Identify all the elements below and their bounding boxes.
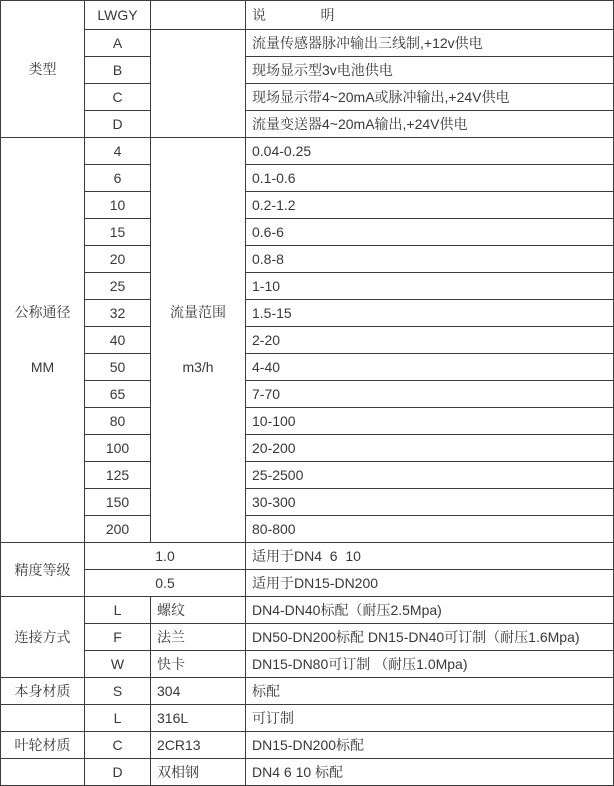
table-row xyxy=(1,516,614,543)
material-name-cell: 316L xyxy=(151,705,246,732)
table-row xyxy=(1,381,614,408)
diameter-section-label xyxy=(1,138,85,543)
flow-range-cell: 30-300 xyxy=(246,489,614,516)
impeller-material-section-label: 叶轮材质 xyxy=(1,732,85,759)
table-row xyxy=(1,705,614,732)
table-row xyxy=(1,192,614,219)
type-code-cell: B xyxy=(85,57,151,84)
flow-range-cell: 1-10 xyxy=(246,273,614,300)
table-row xyxy=(1,759,614,786)
flow-range-label-text: 流量范围 xyxy=(170,304,226,320)
table-row xyxy=(1,111,614,138)
diameter-unit-text: MM xyxy=(30,359,55,375)
type-desc-cell: 现场显示型3v电池供电 xyxy=(246,57,614,84)
flow-range-cell: 0.2-1.2 xyxy=(246,192,614,219)
flow-range-cell: 7-70 xyxy=(246,381,614,408)
table-row xyxy=(1,354,614,381)
type-code-cell: D xyxy=(85,111,151,138)
table-row xyxy=(1,543,614,570)
material-code-cell: S xyxy=(85,678,151,705)
empty-label-cell xyxy=(1,705,85,732)
table-row xyxy=(1,1,614,30)
material-name-cell: 304 xyxy=(151,678,246,705)
body-material-section-label: 本身材质 xyxy=(1,678,85,705)
type-spacer-cell xyxy=(151,30,246,138)
table-row xyxy=(1,462,614,489)
diameter-size-cell: 80 xyxy=(85,408,151,435)
table-row xyxy=(1,732,614,759)
flow-range-cell: 25-2500 xyxy=(246,462,614,489)
diameter-size-cell: 10 xyxy=(85,192,151,219)
table-row xyxy=(1,597,614,624)
accuracy-grade-cell: 1.0 xyxy=(85,543,246,570)
table-row xyxy=(1,246,614,273)
accuracy-section-label: 精度等级 xyxy=(1,543,85,597)
diameter-size-cell: 200 xyxy=(85,516,151,543)
accuracy-desc-cell: 适用于DN15-DN200 xyxy=(246,570,614,597)
table-row xyxy=(1,30,614,57)
type-section-label: 类型 xyxy=(1,1,85,138)
diameter-size-cell: 15 xyxy=(85,219,151,246)
diameter-size-cell: 4 xyxy=(85,138,151,165)
accuracy-desc-cell: 适用于DN4 6 10 xyxy=(246,543,614,570)
connection-code-cell: W xyxy=(85,651,151,678)
table-row xyxy=(1,651,614,678)
flow-range-unit-text: m3/h xyxy=(182,359,214,375)
flow-range-cell: 80-800 xyxy=(246,516,614,543)
accuracy-grade-cell: 0.5 xyxy=(85,570,246,597)
table-row xyxy=(1,138,614,165)
diameter-size-cell: 50 xyxy=(85,354,151,381)
flow-range-cell: 4-40 xyxy=(246,354,614,381)
connection-name-cell: 螺纹 xyxy=(151,597,246,624)
material-desc-cell: 标配 xyxy=(246,678,614,705)
material-desc-cell: 可订制 xyxy=(246,705,614,732)
table-row xyxy=(1,435,614,462)
table-row xyxy=(1,327,614,354)
empty-label-cell xyxy=(1,759,85,786)
type-desc-cell: 流量变送器4~20mA输出,+24V供电 xyxy=(246,111,614,138)
flow-range-cell: 20-200 xyxy=(246,435,614,462)
connection-section-label: 连接方式 xyxy=(1,597,85,678)
diameter-size-cell: 150 xyxy=(85,489,151,516)
material-name-cell: 双相钢 xyxy=(151,759,246,786)
connection-desc-cell: DN4-DN40标配（耐压2.5Mpa) xyxy=(246,597,614,624)
table-row xyxy=(1,624,614,651)
table-row xyxy=(1,300,614,327)
type-desc-cell: 流量传感器脉冲输出三线制,+12v供电 xyxy=(246,30,614,57)
type-code-cell: A xyxy=(85,30,151,57)
table-row xyxy=(1,489,614,516)
table-row xyxy=(1,57,614,84)
table-row xyxy=(1,165,614,192)
table-row xyxy=(1,84,614,111)
table-row xyxy=(1,273,614,300)
type-desc-cell: 现场显示带4~20mA或脉冲输出,+24V供电 xyxy=(246,84,614,111)
material-code-cell: D xyxy=(85,759,151,786)
flow-range-cell: 0.1-0.6 xyxy=(246,165,614,192)
diameter-size-cell: 25 xyxy=(85,273,151,300)
connection-name-cell: 法兰 xyxy=(151,624,246,651)
connection-code-cell: L xyxy=(85,597,151,624)
diameter-size-cell: 20 xyxy=(85,246,151,273)
diameter-size-cell: 65 xyxy=(85,381,151,408)
flow-range-cell: 10-100 xyxy=(246,408,614,435)
header-spacer-cell xyxy=(151,1,246,30)
diameter-size-cell: 6 xyxy=(85,165,151,192)
material-desc-cell: DN15-DN200标配 xyxy=(246,732,614,759)
flow-range-cell: 2-20 xyxy=(246,327,614,354)
material-name-cell: 2CR13 xyxy=(151,732,246,759)
diameter-size-cell: 40 xyxy=(85,327,151,354)
diameter-size-cell: 32 xyxy=(85,300,151,327)
flow-range-label xyxy=(151,138,246,543)
material-desc-cell: DN4 6 10 标配 xyxy=(246,759,614,786)
table-row xyxy=(1,219,614,246)
table-row xyxy=(1,570,614,597)
connection-desc-cell: DN15-DN80可订制 （耐压1.0Mpa) xyxy=(246,651,614,678)
flow-range-cell: 0.8-8 xyxy=(246,246,614,273)
material-code-cell: L xyxy=(85,705,151,732)
connection-name-cell: 快卡 xyxy=(151,651,246,678)
flow-range-cell: 0.04-0.25 xyxy=(246,138,614,165)
table-row xyxy=(1,678,614,705)
diameter-label-text: 公称通径 xyxy=(14,304,71,320)
diameter-size-cell: 125 xyxy=(85,462,151,489)
connection-desc-cell: DN50-DN200标配 DN15-DN40可订制（耐压1.6Mpa) xyxy=(246,624,614,651)
connection-code-cell: F xyxy=(85,624,151,651)
model-code-cell: LWGY xyxy=(85,1,151,30)
type-code-cell: C xyxy=(85,84,151,111)
table-row xyxy=(1,408,614,435)
description-header-cell: 说 明 xyxy=(246,1,614,30)
flow-range-cell: 0.6-6 xyxy=(246,219,614,246)
diameter-size-cell: 100 xyxy=(85,435,151,462)
flow-range-cell: 1.5-15 xyxy=(246,300,614,327)
material-code-cell: C xyxy=(85,732,151,759)
